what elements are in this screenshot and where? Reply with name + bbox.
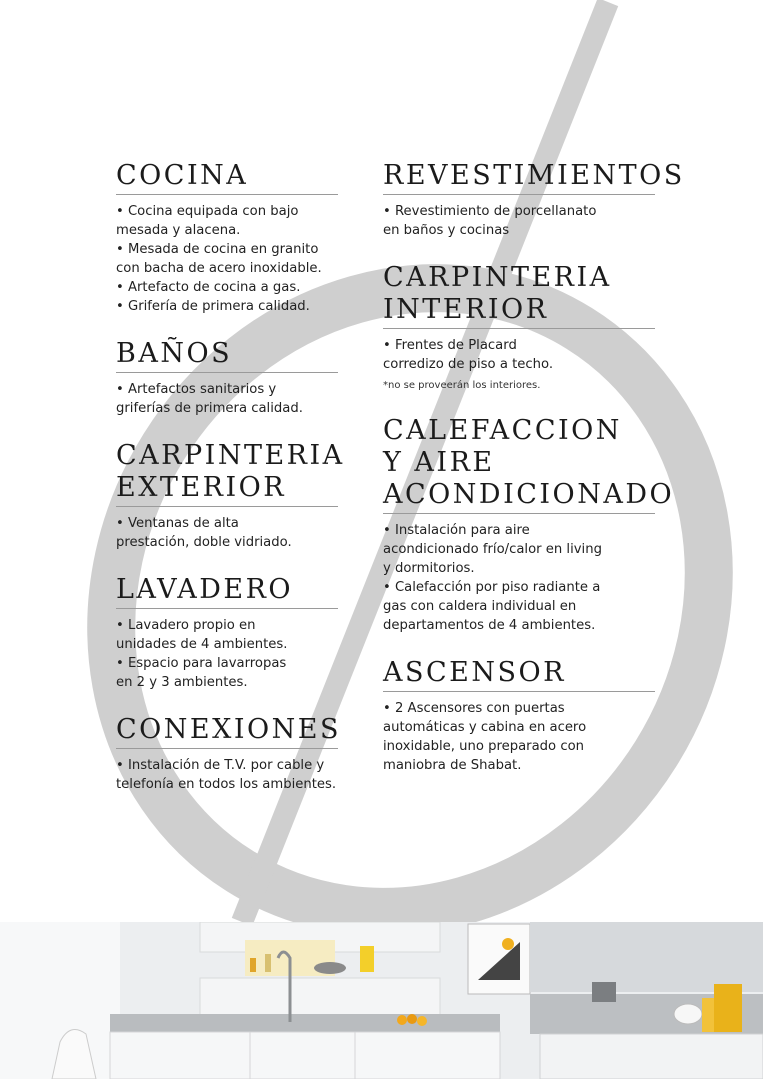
section-carpinteria-exterior (116, 440, 345, 552)
footnote: *no se proveerán los interiores. (383, 380, 541, 391)
section-title: CALEFACCION Y AIRE ACONDICIONADO (383, 415, 655, 514)
section-title: CARPINTERIA EXTERIOR (116, 440, 338, 507)
list-item: • Mesada de cocina en granito con bacha de acero inoxidable. (116, 242, 322, 276)
list-item: • Artefacto de cocina a gas. (116, 280, 301, 295)
section-title: CONEXIONES (116, 714, 338, 749)
list-item: • Calefacción por piso radiante a gas con caldera individual en departamentos de 4 ambientes. (383, 580, 601, 633)
kitchen-photo (0, 922, 763, 1079)
section-revestimientos (383, 160, 685, 240)
section-title: BAÑOS (116, 338, 338, 373)
section-lavadero (116, 574, 338, 692)
list-item: • Instalación de T.V. por cable y telefonía en todos los ambientes. (116, 758, 337, 792)
section-ascensor (383, 657, 655, 775)
section-cocina (116, 160, 338, 316)
list-item: • Instalación para aire acondicionado frío/calor en living y dormitorios. (383, 523, 602, 576)
list-item: • Frentes de Placard corredizo de piso a techo. (383, 338, 554, 372)
list-item: • Artefactos sanitarios y griferías de primera calidad. (116, 382, 303, 416)
list-item: • Espacio para lavarropas en 2 y 3 ambientes. (116, 656, 287, 690)
left-column (116, 160, 345, 816)
section-conexiones (116, 714, 341, 794)
section-title: CARPINTERIA INTERIOR (383, 262, 655, 329)
section-title: REVESTIMIENTOS (383, 160, 655, 195)
section-title: ASCENSOR (383, 657, 655, 692)
list-item: • Cocina equipada con bajo mesada y alacena. (116, 204, 299, 238)
list-item: • 2 Ascensores con puertas automáticas y cabina en acero inoxidable, uno preparado con maniobra de Shabat. (383, 701, 587, 773)
section-carpinteria-interior (383, 262, 655, 393)
section-title: COCINA (116, 160, 338, 195)
section-title: LAVADERO (116, 574, 338, 609)
list-item: • Revestimiento de porcellanato en baños y cocinas (383, 204, 597, 238)
list-item: • Lavadero propio en unidades de 4 ambientes. (116, 618, 288, 652)
section-calefaccion (383, 415, 675, 635)
list-item: • Ventanas de alta prestación, doble vidriado. (116, 516, 292, 550)
list-item: • Grifería de primera calidad. (116, 299, 310, 314)
section-banos (116, 338, 338, 418)
right-column (383, 160, 685, 797)
